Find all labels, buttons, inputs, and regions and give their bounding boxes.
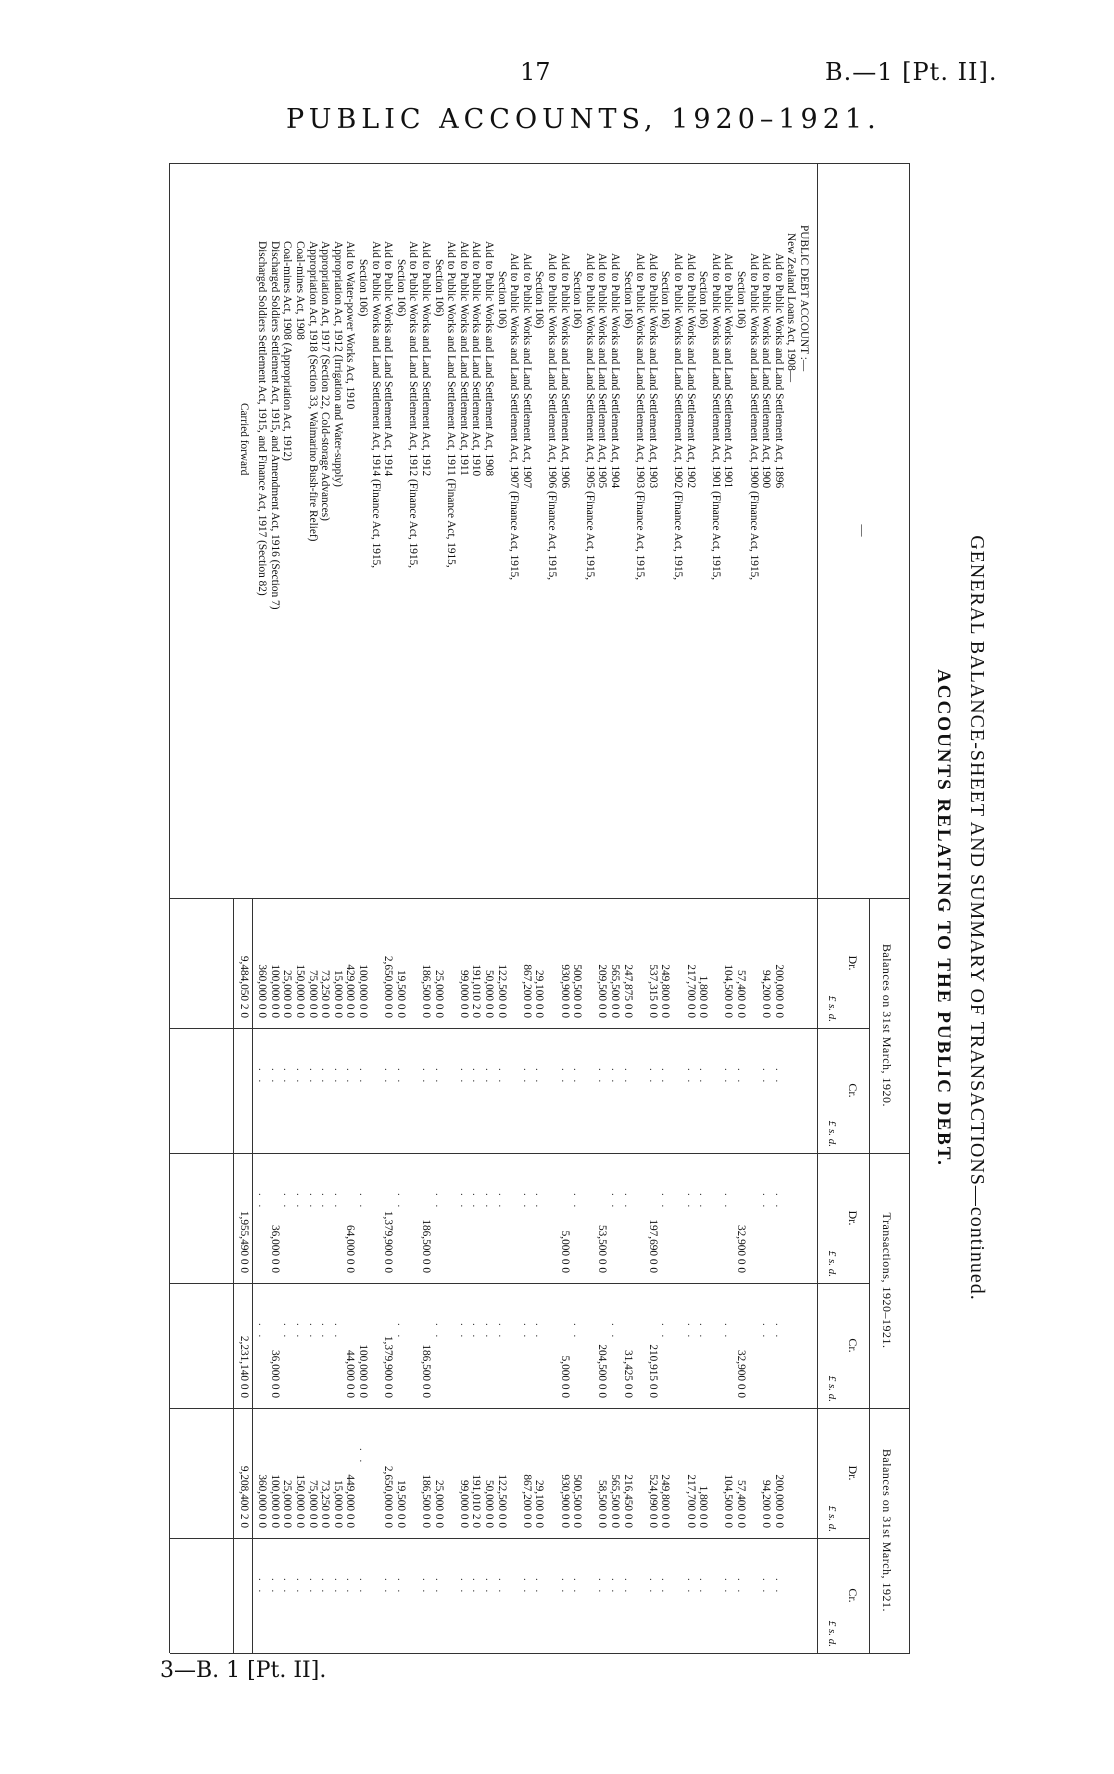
currency-units: £ s. d.: [826, 1120, 838, 1147]
row-label-continuation: Section 106): [432, 259, 445, 317]
empty-cell-dots: . .: [420, 1578, 432, 1596]
empty-cell-dots: . .: [420, 1068, 432, 1086]
empty-cell-dots: . .: [457, 1578, 470, 1596]
group-header: Balances on 31st March, 1921.: [880, 1448, 894, 1613]
amount-cell: 64,000 0 0: [344, 1224, 357, 1273]
empty-cell-dots: . .: [256, 1578, 269, 1596]
carried-forward-label: Carried forward: [237, 403, 250, 476]
empty-cell-dots: . .: [331, 1068, 344, 1086]
empty-cell-dots: . .: [571, 1068, 584, 1086]
empty-cell-dots: . .: [571, 1323, 584, 1341]
empty-cell-dots: . .: [432, 1068, 445, 1086]
empty-cell-dots: . .: [772, 1323, 785, 1341]
row-label: Aid to Public Works and Land Settlement Act, 1907: [520, 253, 533, 489]
column-subheader: Cr.: [846, 1083, 860, 1098]
amount-cell: 122,500 0 0: [495, 964, 508, 1018]
row-label-continuation: Section 106): [495, 271, 508, 329]
empty-cell-dots: . .: [609, 1323, 621, 1341]
amount-cell: 565,500 0 0: [609, 964, 621, 1018]
row-label: Aid to Public Works and Land Settlement Act, 1902 (Finance Act, 1915,: [672, 253, 684, 581]
amount-cell: 19,500 0 0: [394, 969, 407, 1018]
empty-cell-dots: . .: [520, 1578, 533, 1596]
empty-cell-dots: . .: [684, 1068, 697, 1086]
empty-cell-dots: . .: [772, 1068, 785, 1086]
row-label: Appropriation Act, 1917 (Section 22, Cold-storage Advances): [319, 241, 332, 521]
amount-cell: 200,000 0 0: [772, 1474, 785, 1528]
section-heading: PUBLIC DEBT ACCOUNT :—: [798, 225, 810, 372]
empty-cell-dots: . .: [483, 1578, 495, 1596]
empty-cell-dots: . .: [596, 1068, 609, 1086]
amount-cell: 25,000 0 0: [432, 969, 445, 1018]
amount-cell: 429,000 0 0: [344, 964, 357, 1018]
row-label: Aid to Public Works and Land Settlement Act, 1901 (Finance Act, 1915,: [709, 253, 722, 581]
empty-cell-dots: . .: [432, 1578, 445, 1596]
empty-cell-dots: . .: [457, 1068, 470, 1086]
table-bottom-rule: [169, 163, 170, 1653]
row-label: Coal-mines Act, 1908: [294, 241, 306, 340]
empty-cell-dots: . .: [495, 1578, 508, 1596]
column-rule: [170, 1153, 910, 1154]
amount-cell: 57,400 0 0: [735, 969, 747, 1018]
empty-cell-dots: . .: [495, 1323, 508, 1341]
total-cell: 9,208,400 2 0: [237, 1465, 250, 1528]
column-rule: [170, 1538, 870, 1539]
empty-cell-dots: . .: [621, 1578, 634, 1596]
amount-cell: 100,000 0 0: [268, 964, 281, 1018]
row-label: Aid to Public Works and Land Settlement Act, 1906: [558, 253, 571, 489]
empty-cell-dots: . .: [533, 1578, 546, 1596]
empty-cell-dots: . .: [558, 1068, 571, 1086]
amount-cell: 150,000 0 0: [294, 1474, 306, 1528]
amount-cell: 94,200 0 0: [760, 1479, 773, 1528]
empty-cell-dots: . .: [281, 1578, 294, 1596]
row-label-continuation: Section 106): [357, 259, 369, 317]
document-reference: B.—1 [Pt. II].: [825, 58, 998, 86]
group-header-rule: [869, 898, 870, 1653]
column-subheader: Dr.: [846, 955, 860, 971]
empty-cell-dots: . .: [306, 1578, 319, 1596]
empty-cell-dots: . .: [294, 1578, 306, 1596]
empty-cell-dots: . .: [697, 1578, 710, 1596]
empty-cell-dots: . .: [331, 1193, 344, 1211]
amount-cell: 150,000 0 0: [294, 964, 306, 1018]
amount-cell: 360,000 0 0: [256, 964, 269, 1018]
row-label: Aid to Public Works and Land Settlement Act, 1901: [722, 253, 735, 489]
amount-cell: 31,425 0 0: [621, 1349, 634, 1398]
empty-cell-dots: . .: [596, 1578, 609, 1596]
amount-cell: 5,000 0 0: [558, 1355, 571, 1398]
empty-cell-dots: . .: [760, 1578, 773, 1596]
amount-cell: 15,000 0 0: [331, 1479, 344, 1528]
empty-cell-dots: . .: [483, 1323, 495, 1341]
row-label-continuation: Section 106): [394, 259, 407, 317]
empty-cell-dots: . .: [319, 1193, 332, 1211]
table-subtitle: ACCOUNTS RELATING TO THE PUBLIC DEBT.: [933, 669, 954, 1167]
row-label-continuation: Section 106): [735, 271, 747, 329]
amount-cell: 500,500 0 0: [571, 964, 584, 1018]
amount-cell: 104,500 0 0: [722, 964, 735, 1018]
row-label: Aid to Public Works and Land Settlement Act, 1904: [609, 253, 621, 489]
amount-cell: 53,500 0 0: [596, 1224, 609, 1273]
empty-cell-dots: . .: [772, 1193, 785, 1211]
empty-cell-dots: . .: [684, 1193, 697, 1211]
empty-cell-dots: . .: [319, 1068, 332, 1086]
amount-cell: 1,800 0 0: [697, 1485, 710, 1528]
empty-cell-dots: . .: [470, 1323, 483, 1341]
row-label: Aid to Public Works and Land Settlement Act, 1911 (Finance Act, 1915,: [445, 241, 458, 568]
row-label: Discharged Soldiers Settlement Act, 1915, and Finance Act, 1917 (Section 82): [256, 241, 269, 596]
empty-cell-dots: . .: [382, 1578, 395, 1596]
amount-cell: 100,000 0 0: [357, 1344, 369, 1398]
currency-units: £ s. d.: [826, 1620, 838, 1647]
empty-cell-dots: . .: [281, 1323, 294, 1341]
currency-units: £ s. d.: [826, 1250, 838, 1277]
amount-cell: 25,000 0 0: [281, 969, 294, 1018]
amount-cell: 249,800 0 0: [659, 964, 672, 1018]
amount-cell: 15,000 0 0: [331, 969, 344, 1018]
row-label-continuation: Section 106): [659, 271, 672, 329]
row-label: Aid to Public Works and Land Settlement Act, 1902: [684, 253, 697, 489]
empty-cell-dots: . .: [256, 1323, 269, 1341]
empty-cell-dots: . .: [294, 1068, 306, 1086]
empty-cell-dots: . .: [697, 1193, 710, 1211]
empty-cell-dots: . .: [760, 1193, 773, 1211]
amount-cell: 249,800 0 0: [659, 1474, 672, 1528]
empty-cell-dots: . .: [609, 1578, 621, 1596]
amount-cell: 209,500 0 0: [596, 964, 609, 1018]
amount-cell: 186,500 0 0: [420, 1474, 432, 1528]
amount-cell: 867,200 0 0: [520, 964, 533, 1018]
empty-cell-dots: . .: [722, 1578, 735, 1596]
amount-cell: 930,900 0 0: [558, 964, 571, 1018]
empty-cell-dots: . .: [697, 1323, 710, 1341]
amount-cell: 186,500 0 0: [420, 1344, 432, 1398]
empty-cell-dots: . .: [394, 1578, 407, 1596]
amount-cell: 500,500 0 0: [571, 1474, 584, 1528]
amount-cell: 104,500 0 0: [722, 1474, 735, 1528]
empty-cell-dots: . .: [483, 1193, 495, 1211]
empty-cell-dots: . .: [760, 1068, 773, 1086]
amount-cell: 186,500 0 0: [420, 964, 432, 1018]
row-label: Aid to Public Works and Land Settlement Act, 1914 (Finance Act, 1915,: [369, 241, 382, 569]
row-label-continuation: Section 106): [571, 271, 584, 329]
amount-cell: 25,000 0 0: [432, 1479, 445, 1528]
row-label: Aid to Public Works and Land Settlement Act, 1905: [596, 253, 609, 489]
amount-cell: 360,000 0 0: [256, 1474, 269, 1528]
column-rule: [170, 1028, 870, 1029]
empty-cell-dots: . .: [697, 1068, 710, 1086]
empty-cell-dots: . .: [457, 1193, 470, 1211]
row-label: Aid to Public Works and Land Settlement Act, 1900: [760, 253, 773, 489]
row-label: Aid to Water-power Works Act, 1910: [344, 241, 357, 410]
empty-cell-dots: . .: [306, 1193, 319, 1211]
empty-cell-dots: . .: [256, 1068, 269, 1086]
row-label: Discharged Soldiers Settlement Act, 1915, and Amendment Act, 1916 (Section 7): [268, 241, 281, 610]
row-label: Coal-mines Act, 1908 (Appropriation Act, 1912): [281, 241, 294, 461]
row-label-continuation: Section 106): [697, 271, 710, 329]
empty-cell-dots: . .: [609, 1193, 621, 1211]
empty-cell-dots: . .: [621, 1193, 634, 1211]
empty-cell-dots: . .: [609, 1068, 621, 1086]
empty-cell-dots: . .: [571, 1578, 584, 1596]
column-subheader: Cr.: [846, 1338, 860, 1353]
empty-cell-dots: . .: [432, 1193, 445, 1211]
row-label: Aid to Public Works and Land Settlement Act, 1912 (Finance Act, 1915,: [407, 241, 420, 569]
empty-cell-dots: . .: [256, 1193, 269, 1211]
total-cell: 2,231,140 0 0: [237, 1335, 250, 1398]
amount-cell: 1,379,900 0 0: [382, 1210, 395, 1273]
empty-cell-dots: . .: [394, 1323, 407, 1341]
empty-cell-dots: . .: [520, 1193, 533, 1211]
empty-cell-dots: . .: [357, 1448, 369, 1466]
total-cell: 1,955,490 0 0: [237, 1210, 250, 1273]
amount-cell: 565,500 0 0: [609, 1474, 621, 1528]
empty-cell-dots: . .: [520, 1068, 533, 1086]
empty-cell-dots: . .: [571, 1193, 584, 1211]
row-label: Aid to Public Works and Land Settlement Act, 1911: [457, 241, 470, 476]
amount-cell: 186,500 0 0: [420, 1219, 432, 1273]
row-label: Aid to Public Works and Land Settlement Act, 1910: [470, 241, 483, 477]
row-label: Aid to Public Works and Land Settlement Act, 1908: [483, 241, 495, 477]
amount-cell: 73,250 0 0: [319, 969, 332, 1018]
empty-cell-dots: . .: [470, 1193, 483, 1211]
empty-cell-dots: . .: [382, 1068, 395, 1086]
empty-cell-dots: . .: [470, 1068, 483, 1086]
total-cell: 9,484,050 2 0: [237, 955, 250, 1018]
empty-cell-dots: . .: [735, 1578, 747, 1596]
amount-cell: 29,100 0 0: [533, 969, 546, 1018]
row-label-continuation: Section 106): [533, 271, 546, 329]
amount-cell: 197,690 0 0: [646, 1219, 659, 1273]
amount-cell: 1,379,900 0 0: [382, 1335, 395, 1398]
amount-cell: 32,900 0 0: [735, 1349, 747, 1398]
amount-cell: 75,000 0 0: [306, 969, 319, 1018]
table-top-rule: [909, 163, 910, 1653]
page-title: PUBLIC ACCOUNTS, 1920–1921.: [286, 104, 881, 135]
empty-cell-dots: . .: [357, 1068, 369, 1086]
empty-cell-dots: . .: [470, 1578, 483, 1596]
empty-cell-dots: . .: [306, 1323, 319, 1341]
amount-cell: 2,650,000 0 0: [382, 1465, 395, 1528]
row-label: Aid to Public Works and Land Settlement Act, 1906 (Finance Act, 1915,: [546, 253, 558, 581]
amount-cell: 50,000 0 0: [483, 969, 495, 1018]
empty-cell-dots: . .: [319, 1323, 332, 1341]
empty-cell-dots: . .: [344, 1578, 357, 1596]
amount-cell: 44,000 0 0: [344, 1349, 357, 1398]
header-bottom-rule: [817, 163, 818, 1653]
amount-cell: 217,700 0 0: [684, 1474, 697, 1528]
amount-cell: 25,000 0 0: [281, 1479, 294, 1528]
empty-cell-dots: . .: [659, 1323, 672, 1341]
empty-cell-dots: . .: [646, 1068, 659, 1086]
empty-cell-dots: . .: [722, 1068, 735, 1086]
amount-cell: 200,000 0 0: [772, 964, 785, 1018]
amount-cell: 867,200 0 0: [520, 1474, 533, 1528]
empty-cell-dots: . .: [533, 1323, 546, 1341]
empty-cell-dots: . .: [520, 1323, 533, 1341]
row-label: Aid to Public Works and Land Settlement Act, 1907 (Finance Act, 1915,: [508, 253, 521, 581]
amount-cell: 73,250 0 0: [319, 1479, 332, 1528]
amount-cell: 94,200 0 0: [760, 969, 773, 1018]
row-label: Aid to Public Works and Land Settlement Act, 1903: [646, 253, 659, 489]
amount-cell: 247,875 0 0: [621, 964, 634, 1018]
column-rule: [170, 163, 910, 164]
amount-cell: 57,400 0 0: [735, 1479, 747, 1528]
amount-cell: 217,700 0 0: [684, 964, 697, 1018]
empty-cell-dots: . .: [621, 1068, 634, 1086]
footer-reference: 3—B. 1 [Pt. II].: [160, 1658, 327, 1683]
empty-cell-dots: . .: [495, 1068, 508, 1086]
empty-cell-dots: . .: [268, 1068, 281, 1086]
empty-cell-dots: . .: [294, 1193, 306, 1211]
empty-cell-dots: . .: [684, 1323, 697, 1341]
currency-units: £ s. d.: [826, 1375, 838, 1402]
amount-cell: 99,000 0 0: [457, 969, 470, 1018]
header-corner: —: [856, 524, 870, 537]
page-number: 17: [520, 58, 551, 86]
empty-cell-dots: . .: [772, 1578, 785, 1596]
currency-units: £ s. d.: [826, 995, 838, 1022]
empty-cell-dots: . .: [722, 1323, 735, 1341]
amount-cell: 122,500 0 0: [495, 1474, 508, 1528]
column-subheader: Dr.: [846, 1465, 860, 1481]
empty-cell-dots: . .: [533, 1068, 546, 1086]
empty-cell-dots: . .: [533, 1193, 546, 1211]
empty-cell-dots: . .: [306, 1068, 319, 1086]
empty-cell-dots: . .: [281, 1068, 294, 1086]
amount-cell: 75,000 0 0: [306, 1479, 319, 1528]
amount-cell: 100,000 0 0: [268, 1474, 281, 1528]
amount-cell: 524,090 0 0: [646, 1474, 659, 1528]
empty-cell-dots: . .: [735, 1068, 747, 1086]
empty-cell-dots: . .: [281, 1193, 294, 1211]
empty-cell-dots: . .: [684, 1578, 697, 1596]
amount-cell: 50,000 0 0: [483, 1479, 495, 1528]
group-header: Transactions, 1920–1921.: [880, 1212, 894, 1349]
empty-cell-dots: . .: [344, 1068, 357, 1086]
group-header: Balances on 31st March, 1920.: [880, 943, 894, 1108]
empty-cell-dots: . .: [294, 1323, 306, 1341]
column-subheader: Cr.: [846, 1588, 860, 1603]
empty-cell-dots: . .: [394, 1068, 407, 1086]
empty-cell-dots: . .: [495, 1193, 508, 1211]
amount-cell: 930,900 0 0: [558, 1474, 571, 1528]
total-rule: [252, 898, 253, 1653]
empty-cell-dots: . .: [268, 1578, 281, 1596]
currency-units: £ s. d.: [826, 1505, 838, 1532]
empty-cell-dots: . .: [394, 1193, 407, 1211]
empty-cell-dots: . .: [760, 1323, 773, 1341]
amount-cell: 1,800 0 0: [697, 975, 710, 1018]
row-label: Aid to Public Works and Land Settlement Act, 1896: [772, 253, 785, 489]
public-debt-table: [160, 163, 1000, 1673]
row-label: Aid to Public Works and Land Settlement Act, 1900 (Finance Act, 1915,: [747, 253, 760, 581]
row-label: Aid to Public Works and Land Settlement Act, 1914: [382, 241, 395, 477]
amount-cell: 36,000 0 0: [268, 1224, 281, 1273]
amount-cell: 5,000 0 0: [558, 1230, 571, 1273]
amount-cell: 32,900 0 0: [735, 1224, 747, 1273]
empty-cell-dots: . .: [319, 1578, 332, 1596]
total-bottom-rule: [233, 898, 234, 1653]
empty-cell-dots: . .: [432, 1323, 445, 1341]
row-label-continuation: Section 106): [621, 271, 634, 329]
amount-cell: 36,000 0 0: [268, 1349, 281, 1398]
empty-cell-dots: . .: [659, 1578, 672, 1596]
amount-cell: 29,100 0 0: [533, 1479, 546, 1528]
empty-cell-dots: . .: [722, 1193, 735, 1211]
empty-cell-dots: . .: [659, 1193, 672, 1211]
amount-cell: 204,500 0 0: [596, 1344, 609, 1398]
amount-cell: 191,010 2 0: [470, 964, 483, 1018]
row-label: Appropriation Act, 1912 (Irrigation and Water-supply): [331, 241, 344, 487]
amount-cell: 216,450 0 0: [621, 1474, 634, 1528]
row-label: Aid to Public Works and Land Settlement Act, 1912: [420, 241, 432, 477]
row-label: Aid to Public Works and Land Settlement Act, 1903 (Finance Act, 1915,: [634, 253, 647, 581]
row-label: Appropriation Act, 1918 (Section 33, Waimarino Bush-fire Relief): [306, 241, 319, 542]
amount-cell: 191,010 2 0: [470, 1474, 483, 1528]
amount-cell: 210,915 0 0: [646, 1344, 659, 1398]
amount-cell: 100,000 0 0: [357, 964, 369, 1018]
row-label: Aid to Public Works and Land Settlement Act, 1905 (Finance Act, 1915,: [583, 253, 596, 581]
empty-cell-dots: . .: [357, 1578, 369, 1596]
empty-cell-dots: . .: [483, 1068, 495, 1086]
amount-cell: 537,315 0 0: [646, 964, 659, 1018]
subsection-heading: New Zealand Loans Act, 1908—: [785, 233, 798, 383]
column-subheader: Dr.: [846, 1210, 860, 1226]
amount-cell: 58,500 0 0: [596, 1479, 609, 1528]
amount-cell: 19,500 0 0: [394, 1479, 407, 1528]
empty-cell-dots: . .: [357, 1193, 369, 1211]
empty-cell-dots: . .: [558, 1578, 571, 1596]
empty-cell-dots: . .: [331, 1323, 344, 1341]
empty-cell-dots: . .: [457, 1323, 470, 1341]
amount-cell: 99,000 0 0: [457, 1479, 470, 1528]
column-rule: [170, 1653, 910, 1654]
amount-cell: 2,650,000 0 0: [382, 955, 395, 1018]
empty-cell-dots: . .: [646, 1578, 659, 1596]
empty-cell-dots: . .: [659, 1068, 672, 1086]
amount-cell: 449,000 0 0: [344, 1474, 357, 1528]
table-title: GENERAL BALANCE-SHEET AND SUMMARY OF TRANSACTIONS—continued.: [966, 535, 988, 1301]
empty-cell-dots: . .: [331, 1578, 344, 1596]
